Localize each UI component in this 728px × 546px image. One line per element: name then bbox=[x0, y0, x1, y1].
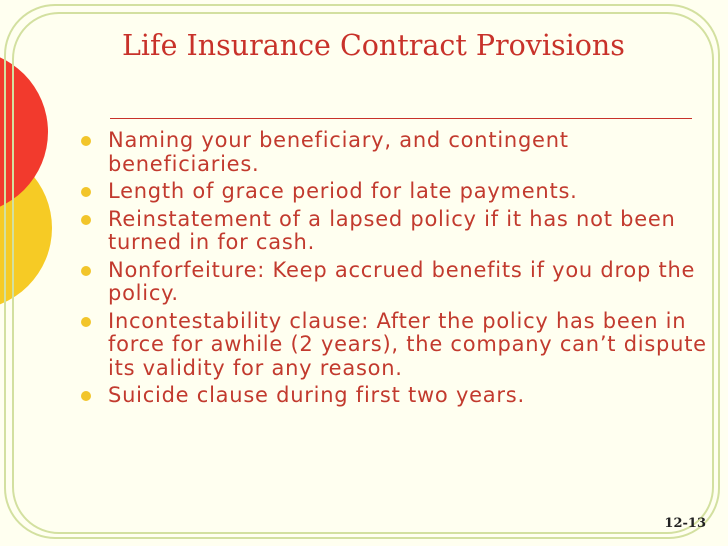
bullet-text: Nonforfeiture: Keep accrued benefits if you drop the policy. bbox=[108, 257, 696, 305]
bullet-text: Reinstatement of a lapsed policy if it has not been turned in for cash. bbox=[108, 206, 676, 254]
bullet-dot-icon bbox=[81, 266, 91, 276]
bullet-dot-icon bbox=[81, 317, 91, 327]
title-divider bbox=[110, 118, 692, 119]
bullet-text: Suicide clause during first two years. bbox=[108, 383, 525, 407]
bullet-text: Naming your beneficiary, and contingent beneficiaries. bbox=[108, 128, 569, 176]
bullet-dot-icon bbox=[81, 215, 91, 225]
bullet-item bbox=[78, 129, 718, 176]
bullet-item bbox=[78, 180, 718, 204]
bullet-item bbox=[78, 384, 718, 408]
bullet-dot-icon bbox=[81, 136, 91, 146]
bullet-item bbox=[78, 208, 718, 255]
bullet-text: Length of grace period for late payments. bbox=[108, 179, 578, 203]
bullet-item bbox=[78, 310, 718, 381]
slide-number: 12-13 bbox=[664, 516, 706, 531]
bullet-item bbox=[78, 259, 718, 306]
bullet-dot-icon bbox=[81, 391, 91, 401]
bullet-list bbox=[78, 129, 718, 412]
bullet-dot-icon bbox=[81, 187, 91, 197]
bullet-text: Incontestability clause: After the policy has been in force for awhile (2 years), the company can’t dispute its validity for any reason. bbox=[108, 308, 707, 380]
slide-title: Life Insurance Contract Provisions bbox=[122, 29, 625, 62]
